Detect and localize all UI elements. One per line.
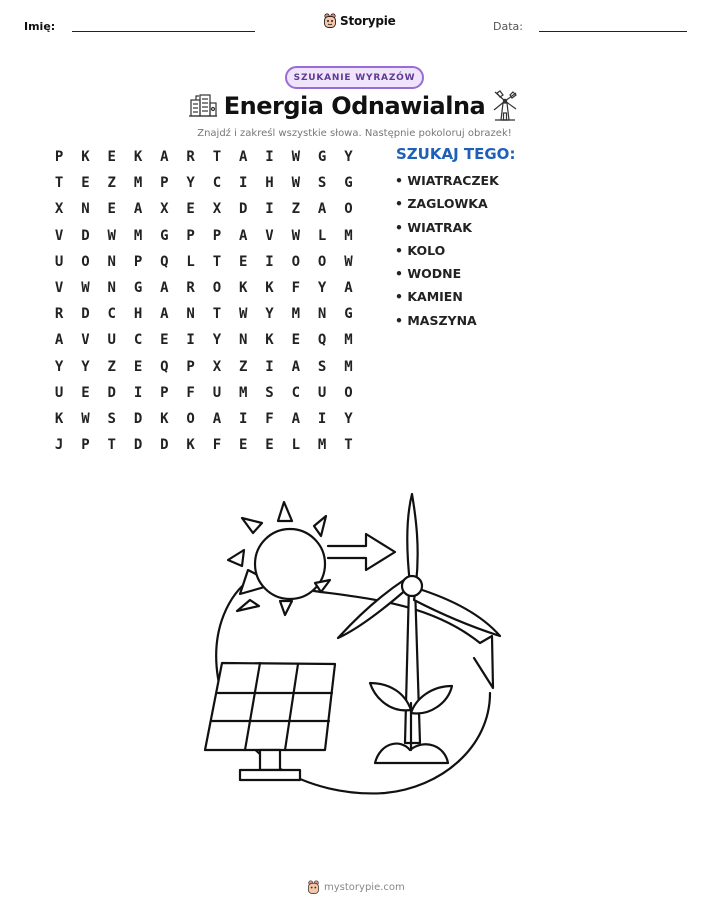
grid-cell: Y — [344, 410, 353, 427]
grid-cell: I — [186, 332, 195, 349]
grid-cell: S — [317, 175, 327, 192]
grid-cell: K — [186, 437, 195, 454]
grid-cell: A — [133, 201, 143, 218]
grid-cell: O — [344, 201, 353, 218]
grid-cell: E — [107, 149, 116, 165]
grid-cell: X — [54, 201, 64, 218]
grid-cell: K — [133, 149, 143, 165]
grid-cell: N — [107, 253, 116, 270]
grid-cell: J — [54, 437, 64, 454]
grid-cell: O — [317, 253, 327, 270]
grid-cell: Y — [81, 358, 90, 375]
grid-cell: X — [160, 201, 169, 218]
grid-cell: K — [239, 279, 248, 296]
grid-cell: A — [160, 279, 169, 296]
grid-cell: I — [239, 410, 248, 427]
grid-cell: F — [265, 410, 274, 427]
word-list-item: • WIATRACZEK — [395, 173, 499, 188]
grid-cell: S — [265, 384, 274, 401]
grid-cell: A — [54, 332, 64, 349]
instructions: Znajdź i zakreśl wszystkie słowa. Następnie pokoloruj obrazek! — [197, 128, 512, 139]
grid-cell: A — [344, 279, 353, 296]
grid-cell: U — [317, 384, 327, 401]
word-list-item: • MASZYNA — [395, 312, 477, 328]
grid-cell: K — [265, 279, 274, 296]
grid-cell: O — [81, 253, 90, 270]
grid-cell: U — [212, 384, 222, 401]
grid-cell: U — [107, 332, 116, 349]
grid-cell: A — [317, 201, 327, 218]
grid-cell: V — [54, 227, 64, 244]
grid-cell: W — [81, 279, 90, 296]
grid-cell: I — [265, 201, 274, 218]
date-label: Data: — [493, 20, 523, 33]
grid-cell: M — [344, 332, 353, 349]
renewable-energy-illustration — [190, 488, 510, 798]
activity-badge: SZUKANIE WYRAZÓW — [285, 66, 424, 89]
grid-cell: P — [186, 227, 195, 244]
grid-cell: M — [317, 437, 327, 454]
word-list-item: • ZAGLOWKA — [395, 196, 488, 212]
grid-cell: D — [81, 227, 90, 244]
grid-cell: Z — [239, 358, 248, 375]
grid-cell: T — [107, 437, 116, 454]
grid-cell: P — [81, 437, 90, 454]
grid-cell: O — [344, 384, 353, 401]
storypie-logo-icon — [307, 880, 320, 895]
grid-cell: E — [291, 332, 301, 349]
grid-cell: M — [344, 358, 353, 375]
grid-cell: A — [239, 227, 248, 244]
name-label: Imię: — [24, 20, 56, 33]
grid-cell: F — [212, 437, 222, 454]
grid-cell: X — [212, 201, 222, 218]
grid-cell: C — [107, 306, 116, 323]
grid-cell: D — [160, 437, 169, 454]
grid-cell: P — [54, 149, 64, 165]
grid-cell: I — [265, 149, 274, 165]
grid-cell: K — [81, 149, 90, 165]
grid-cell: E — [81, 384, 90, 401]
word-list-item: • WIATRAK — [395, 219, 472, 235]
grid-cell: W — [291, 227, 301, 244]
grid-cell: Z — [107, 175, 116, 192]
footer — [307, 880, 405, 895]
grid-cell: P — [160, 175, 169, 192]
word-list-item: • WODNE — [395, 266, 462, 282]
grid-cell: F — [186, 384, 195, 401]
page-title: Energia Odnawialna — [223, 92, 486, 120]
grid-cell: L — [291, 437, 301, 454]
grid-cell: A — [239, 149, 248, 165]
grid-cell: F — [291, 279, 301, 296]
grid-cell: G — [344, 306, 353, 323]
grid-cell: L — [317, 227, 327, 244]
grid-cell: I — [133, 384, 143, 401]
grid-cell: U — [54, 384, 64, 401]
grid-cell: G — [317, 149, 327, 165]
grid-cell: U — [54, 253, 64, 270]
grid-cell: P — [212, 227, 222, 244]
grid-cell: A — [160, 149, 169, 165]
grid-cell: W — [81, 410, 90, 427]
grid-cell: X — [212, 358, 222, 375]
grid-cell: G — [344, 175, 353, 192]
grid-cell: K — [265, 332, 274, 349]
grid-cell: T — [344, 437, 353, 454]
grid-cell: E — [265, 437, 274, 454]
grid-cell: E — [239, 253, 248, 270]
grid-cell: O — [212, 279, 222, 296]
grid-cell: W — [344, 253, 353, 270]
grid-cell: O — [291, 253, 301, 270]
grid-cell: D — [133, 437, 143, 454]
grid-cell: Y — [265, 306, 274, 323]
grid-cell: S — [107, 410, 116, 427]
grid-cell: P — [133, 253, 143, 270]
grid-cell: O — [186, 410, 195, 427]
grid-cell: C — [291, 384, 301, 401]
grid-cell: Y — [212, 332, 222, 349]
grid-cell: N — [317, 306, 327, 323]
grid-cell: M — [133, 227, 143, 244]
grid-cell: G — [160, 227, 169, 244]
grid-cell: Y — [186, 175, 195, 192]
grid-cell: V — [265, 227, 274, 244]
grid-cell: M — [133, 175, 143, 192]
grid-cell: H — [133, 306, 143, 323]
brand — [323, 13, 396, 29]
grid-cell: G — [133, 279, 143, 296]
grid-cell: D — [107, 384, 116, 401]
grid-cell: W — [291, 175, 301, 192]
grid-cell: N — [81, 201, 90, 218]
grid-cell: I — [317, 410, 327, 427]
grid-cell: C — [212, 175, 222, 192]
grid-cell: Z — [291, 201, 301, 218]
grid-cell: A — [291, 358, 301, 375]
grid-cell: W — [107, 227, 116, 244]
grid-cell: E — [239, 437, 248, 454]
storypie-logo-icon — [323, 13, 337, 29]
grid-cell: E — [133, 358, 143, 375]
grid-cell: T — [54, 175, 64, 192]
grid-cell: Q — [160, 358, 169, 375]
grid-cell: K — [160, 410, 169, 427]
grid-cell: H — [265, 175, 274, 192]
grid-cell: N — [239, 332, 248, 349]
grid-cell: V — [54, 279, 64, 296]
grid-cell: D — [81, 306, 90, 323]
grid-cell: Z — [107, 358, 116, 375]
grid-cell: M — [344, 227, 353, 244]
grid-cell: D — [239, 201, 248, 218]
grid-cell: M — [239, 384, 248, 401]
grid-cell: N — [107, 279, 116, 296]
grid-cell: E — [107, 201, 116, 218]
grid-cell: I — [265, 358, 274, 375]
word-list-item: • KAMIEN — [395, 289, 463, 305]
grid-cell: A — [291, 410, 301, 427]
grid-cell: C — [133, 332, 143, 349]
grid-cell: Y — [344, 149, 353, 165]
word-list — [395, 172, 499, 335]
footer-url: mystorypie.com — [324, 882, 405, 893]
brand-name: Storypie — [340, 14, 396, 28]
grid-cell: M — [291, 306, 301, 323]
grid-cell: Q — [160, 253, 169, 270]
grid-cell: R — [186, 279, 195, 296]
grid-cell: R — [54, 306, 64, 323]
grid-cell: I — [239, 175, 248, 192]
grid-cell: A — [212, 410, 222, 427]
grid-cell: I — [265, 253, 274, 270]
grid-cell: N — [186, 306, 195, 323]
grid-cell: L — [186, 253, 195, 270]
name-line — [72, 31, 255, 32]
grid-cell: V — [81, 332, 90, 349]
word-list-item: • KOLO — [395, 242, 446, 258]
word-search-grid — [46, 148, 362, 462]
grid-cell: E — [186, 201, 195, 218]
grid-cell: P — [160, 384, 169, 401]
grid-cell: W — [291, 149, 301, 165]
grid-cell: S — [317, 358, 327, 375]
grid-cell: E — [160, 332, 169, 349]
date-line — [539, 31, 687, 32]
grid-cell: R — [186, 149, 195, 165]
grid-cell: Y — [54, 358, 64, 375]
grid-cell: K — [54, 410, 64, 427]
grid-cell: Y — [317, 279, 327, 296]
grid-cell: T — [212, 306, 222, 323]
grid-cell: Q — [317, 332, 327, 349]
grid-cell: P — [186, 358, 195, 375]
grid-cell: T — [212, 253, 222, 270]
windmill-icon — [491, 90, 519, 122]
grid-cell: E — [81, 175, 90, 192]
grid-cell: W — [239, 306, 248, 323]
grid-cell: D — [133, 410, 143, 427]
word-list-title: SZUKAJ TEGO: — [396, 145, 516, 163]
grid-cell: T — [212, 149, 222, 165]
grid-cell: A — [160, 306, 169, 323]
